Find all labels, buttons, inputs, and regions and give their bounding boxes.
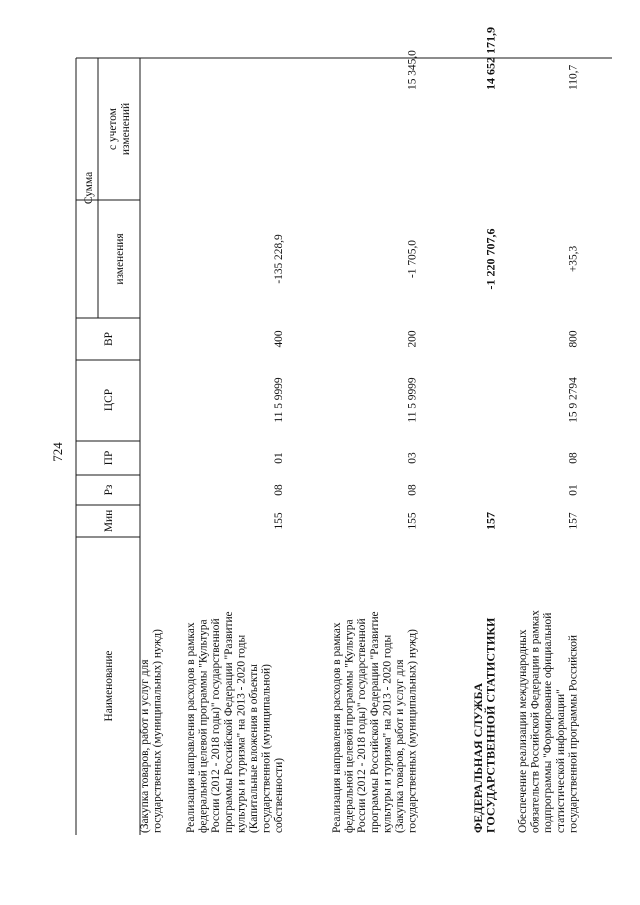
header-with-changes-line2: изменений — [120, 102, 132, 156]
header-with-changes-line1: с учетом — [107, 108, 119, 150]
row-pr: 08 — [567, 452, 580, 464]
row-name-line: культуры и туризма" на 2013 - 2020 годы — [381, 634, 394, 833]
header-change: изменения — [114, 233, 126, 285]
row-pr: 03 — [406, 452, 419, 464]
row-change: -1 220 707,6 — [483, 228, 498, 290]
row-name-line: государственных (муниципальных) нужд) — [406, 629, 419, 833]
row-total: 15 345,0 — [406, 50, 419, 90]
row-name-line: (Закупка товаров, работ и услуг для — [394, 659, 406, 833]
row-name-line: государственной (муниципальной) — [260, 664, 273, 833]
row-name-line: (Закупка товаров, работ и услуг для — [139, 659, 151, 833]
row-change: -1 705,0 — [406, 240, 419, 278]
row-name-line: ГОСУДАРСТВЕННОЙ СТАТИСТИКИ — [483, 617, 498, 833]
row-name-line: Реализация направления расходов в рамках — [331, 622, 343, 833]
header-csr: ЦСР — [103, 388, 115, 412]
row-name-line: (Капитальные вложения в объекты — [248, 664, 260, 833]
row-change: -135 228,9 — [273, 234, 286, 284]
row-name-line: федеральной целевой программы "Культура — [197, 619, 210, 833]
row-pr: 01 — [273, 452, 286, 464]
row-rz: 08 — [273, 484, 286, 496]
row-change: +35,3 — [567, 245, 580, 273]
row-name-line: России (2012 - 2018 годы)" государственной — [210, 618, 223, 833]
row-name-line: государственной программы Российской — [567, 635, 580, 833]
header-sum: Сумма — [83, 171, 95, 205]
row-min: 155 — [406, 512, 419, 530]
row-min: 157 — [567, 512, 580, 530]
row-vr: 800 — [567, 330, 580, 348]
row-csr: 11 5 9999 — [273, 377, 286, 423]
row-name-line: государственных (муниципальных) нужд) — [151, 629, 164, 833]
row-total: 110,7 — [567, 64, 580, 90]
row-name-line: собственности) — [273, 757, 286, 833]
row-name-line: Реализация направления расходов в рамках — [185, 622, 197, 833]
table-body — [139, 27, 579, 833]
row-name-line: статистической информации" — [554, 689, 567, 833]
row-rz: 01 — [567, 484, 580, 496]
row-vr: 400 — [273, 330, 286, 348]
row-name-line: обязательств Российской Федерации в рамках — [529, 610, 542, 833]
row-name-line: программы Российской Федерации "Развитие — [368, 611, 381, 833]
row-name-line: ФЕДЕРАЛЬНАЯ СЛУЖБА — [471, 683, 485, 833]
row-csr: 15 9 2794 — [567, 377, 580, 423]
table-header — [83, 103, 132, 722]
row-name-line: России (2012 - 2018 годы)" государственной — [356, 618, 369, 833]
row-name-line: программы Российской Федерации "Развитие — [222, 611, 235, 833]
row-name-line: федеральной целевой программы "Культура — [343, 619, 356, 833]
row-rz: 08 — [406, 484, 419, 496]
header-pr: ПР — [103, 450, 115, 466]
header-name: Наименование — [103, 650, 115, 722]
header-min: Мин — [103, 509, 115, 533]
header-rz: Рз — [103, 484, 115, 496]
row-total: 14 652 171,9 — [483, 27, 498, 90]
row-csr: 11 5 9999 — [406, 377, 419, 423]
header-vr: ВР — [103, 332, 115, 346]
row-name-line: подпрограммы "Формирование официальной — [542, 612, 555, 833]
row-min: 157 — [483, 512, 498, 530]
row-vr: 200 — [406, 330, 419, 348]
row-name-line: культуры и туризма" на 2013 - 2020 годы — [235, 634, 248, 833]
page-number: 724 — [50, 442, 65, 462]
row-min: 155 — [273, 512, 286, 530]
row-name-line: Обеспечение реализации международных — [517, 629, 529, 833]
